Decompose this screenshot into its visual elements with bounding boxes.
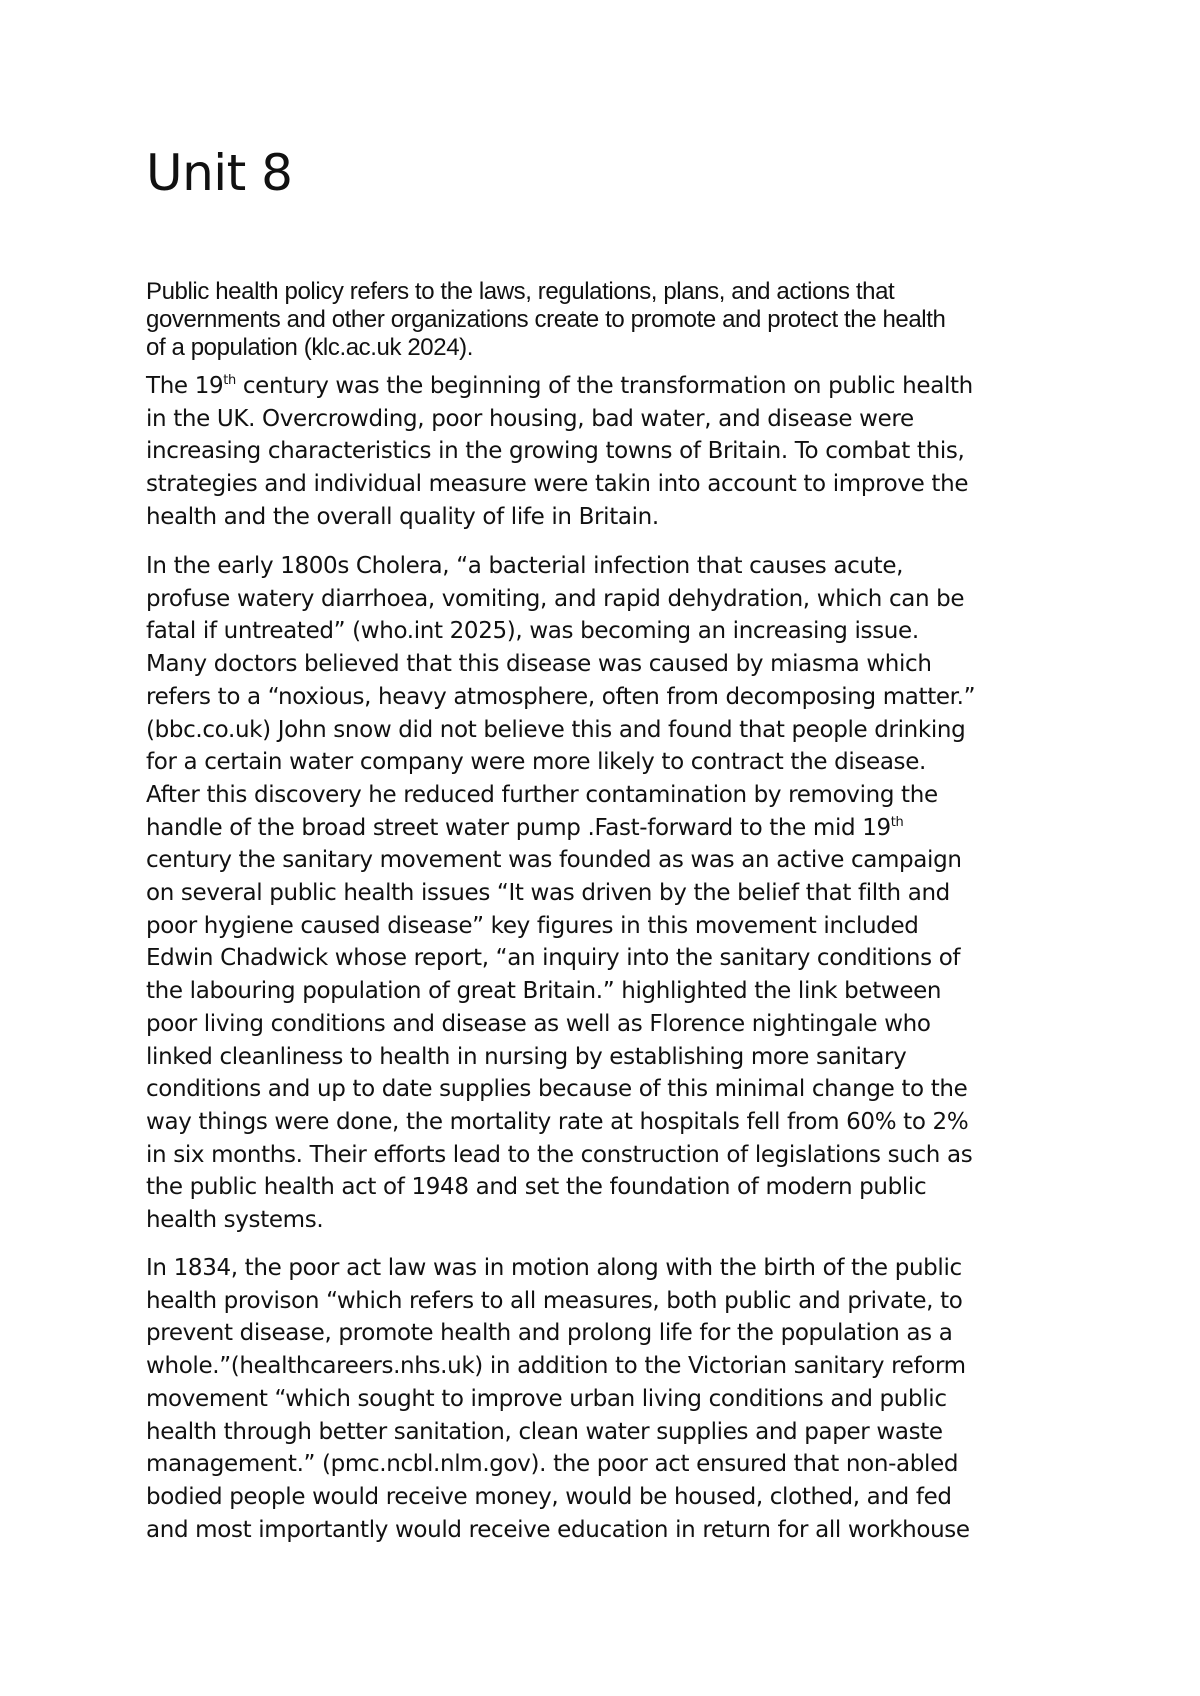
paragraph-public-health-policy (146, 278, 1066, 362)
paragraph-line: strategies and individual measure were takin into account to improve the (146, 471, 969, 498)
paragraph-line: In the early 1800s Cholera, “a bacterial infection that causes acute, (146, 553, 904, 579)
paragraph-line: in six months. Their efforts lead to the construction of legislations such as (146, 1141, 973, 1168)
paragraph-line: way things were done, the mortality rate at hospitals fell from 60% to 2% (146, 1108, 969, 1135)
paragraph-line: fatal if untreated” (who.int 2025), was becoming an increasing issue. (146, 618, 919, 645)
paragraph-line: century the sanitary movement was founded as was an active campaign (146, 847, 962, 874)
paragraph-line: and most importantly would receive education in return for all workhouse (146, 1516, 970, 1543)
paragraph-line: Many doctors believed that this disease was caused by miasma which (146, 651, 932, 678)
paragraph-line: the labouring population of great Britain.” highlighted the link between (146, 978, 942, 1005)
paragraph-line: poor hygiene caused disease” key figures in this movement included (146, 912, 919, 939)
paragraph-line: linked cleanliness to health in nursing by establishing more sanitary (146, 1043, 907, 1070)
paragraph-line: of a population (klc.ac.uk 2024). (146, 334, 474, 361)
paragraph-line: health through better sanitation, clean water supplies and paper waste (146, 1418, 943, 1445)
paragraph-line (146, 370, 1086, 403)
paragraph-line: bodied people would receive money, would be housed, clothed, and fed (146, 1483, 952, 1510)
paragraph-line: After this discovery he reduced further contamination by removing the (146, 781, 938, 808)
paragraph-line: Edwin Chadwick whose report, “an inquiry into the sanitary conditions of (146, 945, 961, 972)
text-run: century was the beginning of the transformation on public health (235, 373, 973, 399)
paragraph-line (146, 812, 1086, 845)
paragraph-line: (bbc.co.uk) John snow did not believe this and found that people drinking (146, 716, 966, 743)
paragraph-line: prevent disease, promote health and prolong life for the population as a (146, 1320, 953, 1347)
paragraph-line: profuse watery diarrhoea, vomiting, and rapid dehydration, which can be (146, 585, 965, 612)
paragraph-line: movement “which sought to improve urban living conditions and public (146, 1385, 947, 1412)
paragraph-line: poor living conditions and disease as well as Florence nightingale who (146, 1010, 931, 1037)
paragraph-line: health systems. (146, 1207, 324, 1234)
paragraph-line: conditions and up to date supplies because of this minimal change to the (146, 1076, 968, 1103)
paragraph-line: for a certain water company were more likely to contract the disease. (146, 749, 926, 776)
text-run: The 19 (146, 373, 224, 399)
paragraph-line: management.” (pmc.ncbl.nlm.gov). the poor act ensured that non-abled (146, 1451, 959, 1478)
paragraph-line: on several public health issues “It was driven by the belief that filth and (146, 880, 950, 907)
paragraph-line: whole.”(healthcareers.nhs.uk) in addition to the Victorian sanitary reform (146, 1353, 966, 1380)
paragraph-line: Public health policy refers to the laws, regulations, plans, and actions that (146, 278, 895, 305)
paragraph-poor-act (146, 1252, 1086, 1546)
superscript: th (223, 373, 236, 388)
paragraph-19th-century (146, 370, 1086, 534)
text-run: handle of the broad street water pump .Fast-forward to the mid 19 (146, 814, 891, 841)
paragraph-line: increasing characteristics in the growing towns of Britain. To combat this, (146, 438, 965, 465)
paragraph-line: governments and other organizations create to promote and protect the health (146, 306, 946, 333)
superscript: th (890, 814, 904, 830)
document-title: Unit 8 (146, 144, 293, 202)
paragraph-line: refers to a “noxious, heavy atmosphere, often from decomposing matter.” (146, 683, 976, 710)
paragraph-line: the public health act of 1948 and set the foundation of modern public (146, 1174, 927, 1201)
paragraph-line: health and the overall quality of life in Britain. (146, 503, 659, 530)
paragraph-line: health provison “which refers to all measures, both public and private, to (146, 1287, 963, 1314)
paragraph-line: In 1834, the poor act law was in motion along with the birth of the public (146, 1255, 962, 1281)
paragraph-cholera (146, 550, 1086, 1237)
paragraph-line: in the UK. Overcrowding, poor housing, bad water, and disease were (146, 405, 914, 432)
